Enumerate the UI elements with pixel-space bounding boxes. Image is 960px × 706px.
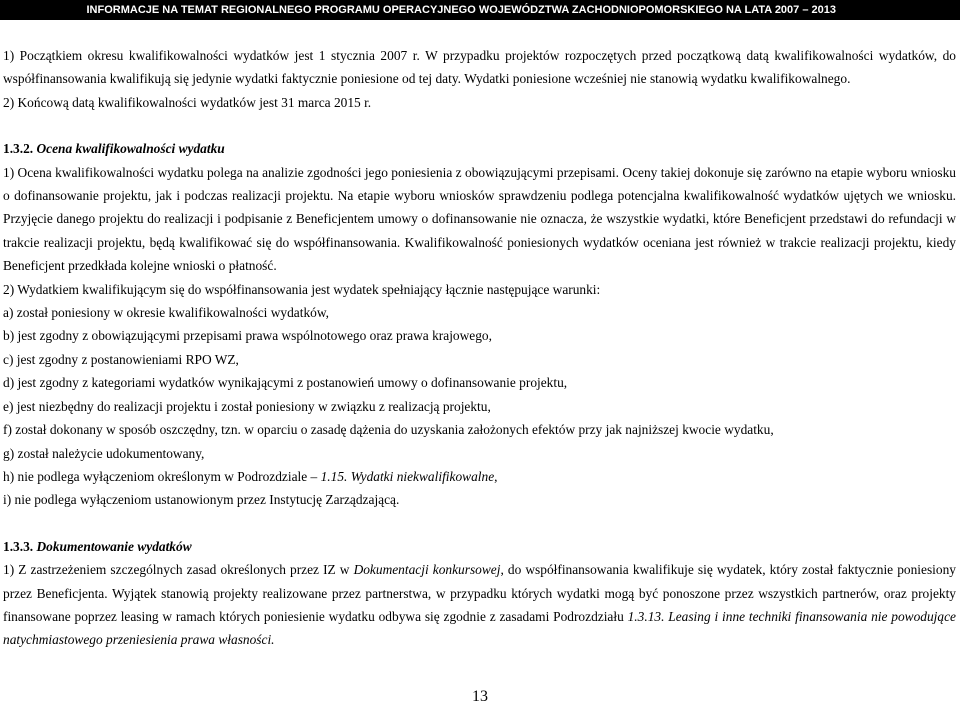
eligibility-start-paragraph: 1) Początkiem okresu kwalifikowalności wydatków jest 1 stycznia 2007 r. W przypadku projektów rozpoczętych przed początkową datą kwalifikowalności wydatków, do współfinansowania kwalifikują się jedynie wydatki faktycznie poniesione od tej daty. Wydatki poniesione wcześniej nie stanowią wydatku kwalifikowalnego.: [3, 48, 956, 87]
condition-item-h-text: h) nie podlega wyłączeniom określonym w Podrozdziale –: [3, 468, 321, 484]
assessment-paragraph: 1) Ocena kwalifikowalności wydatku polega na analizie zgodności jego poniesienia z obowiązującymi przepisami. Oceny takiej dokonuje się zarówno na etapie wyboru wniosku o dofinansowanie projektu, jak i podczas realizacji projektu. Na etapie wyboru wniosków sprawdzeniu podlega potencjalna kwalifikowalność wydatków ujętych we wniosku. Przyjęcie danego projektu do realizacji i podpisanie z Beneficjentem umowy o dofinansowanie nie oznacza, że wszystkie wydatki, które Beneficjent przedstawi do refundacji w trakcie realizacji projektu, będą kwalifikować się do współfinansowania. Kwalifikowalność poniesionych wydatków oceniana jest również w trakcie realizacji projektu, kiedy Beneficjent przedkłada kolejne wnioski o płatność.: [3, 164, 956, 274]
section-title: Ocena kwalifikowalności wydatku: [36, 141, 225, 157]
condition-item-a: a) został poniesiony w okresie kwalifikowalności wydatków,: [3, 305, 330, 321]
section-heading-1-3-2: [3, 137, 956, 160]
condition-item-f: f) został dokonany w sposób oszczędny, tzn. w oparciu o zasadę dążenia do uzyskania założonych efektów przy jak najniższej kwocie wydatku,: [3, 422, 774, 438]
spacer: [3, 114, 956, 137]
spacer: [3, 512, 956, 535]
section-heading-1-3-3: [3, 535, 956, 558]
section-number: 1.3.3.: [3, 538, 34, 554]
page-number: 13: [472, 688, 488, 705]
document-header: INFORMACJE NA TEMAT REGIONALNEGO PROGRAMU OPERACYJNEGO WOJEWÓDZTWA ZACHODNIOPOMORSKIEGO NA LATA 2007 – 2013: [0, 0, 960, 20]
condition-item-h: [3, 465, 956, 488]
condition-item-g: g) został należycie udokumentowany,: [3, 445, 205, 461]
condition-item-h-end: ,: [494, 468, 498, 484]
eligibility-end-paragraph: 2) Końcową datą kwalifikowalności wydatków jest 31 marca 2015 r.: [3, 94, 372, 110]
condition-item-c: c) jest zgodny z postanowieniami RPO WZ,: [3, 351, 239, 367]
documentation-reference-2: 1.3.13. Leasing i inne techniki finansowania nie powodujące natychmiastowego przeniesienia prawa własności.: [3, 608, 956, 648]
condition-item-e: e) jest niezbędny do realizacji projektu i został poniesiony w związku z realizacją projektu,: [3, 398, 491, 414]
condition-item-d: d) jest zgodny z kategoriami wydatków wynikającymi z postanowień umowy o dofinansowanie projektu,: [3, 375, 568, 391]
page-content: [3, 44, 956, 652]
section-number: 1.3.2.: [3, 141, 34, 157]
documentation-text-1: 1) Z zastrzeżeniem szczególnych zasad określonych przez IZ w: [3, 562, 354, 578]
conditions-intro-paragraph: 2) Wydatkiem kwalifikującym się do współfinansowania jest wydatek spełniający łącznie następujące warunki:: [3, 281, 601, 297]
documentation-paragraph: [3, 558, 956, 652]
condition-item-i: i) nie podlega wyłączeniom ustanowionym przez Instytucję Zarządzającą.: [3, 492, 400, 508]
documentation-text-2: , do współfinansowania kwalifikuje się wydatek, który został faktycznie poniesiony przez Beneficjenta. Wyjątek stanowią projekty realizowane przez partnerstwa, w przypadku których wydatki mogą być ponoszone przez wszystkich partnerów, oraz projekty finansowane poprzez leasing w ramach których poniesienie wydatku odbywa się zgodnie z zasadami Podrozdziału: [3, 562, 956, 624]
condition-item-b: b) jest zgodny z obowiązującymi przepisami prawa wspólnotowego oraz prawa krajowego,: [3, 328, 492, 344]
section-title: Dokumentowanie wydatków: [36, 538, 192, 554]
condition-item-h-reference: 1.15. Wydatki niekwalifikowalne: [320, 468, 495, 484]
documentation-reference-1: Dokumentacji konkursowej: [353, 562, 501, 578]
